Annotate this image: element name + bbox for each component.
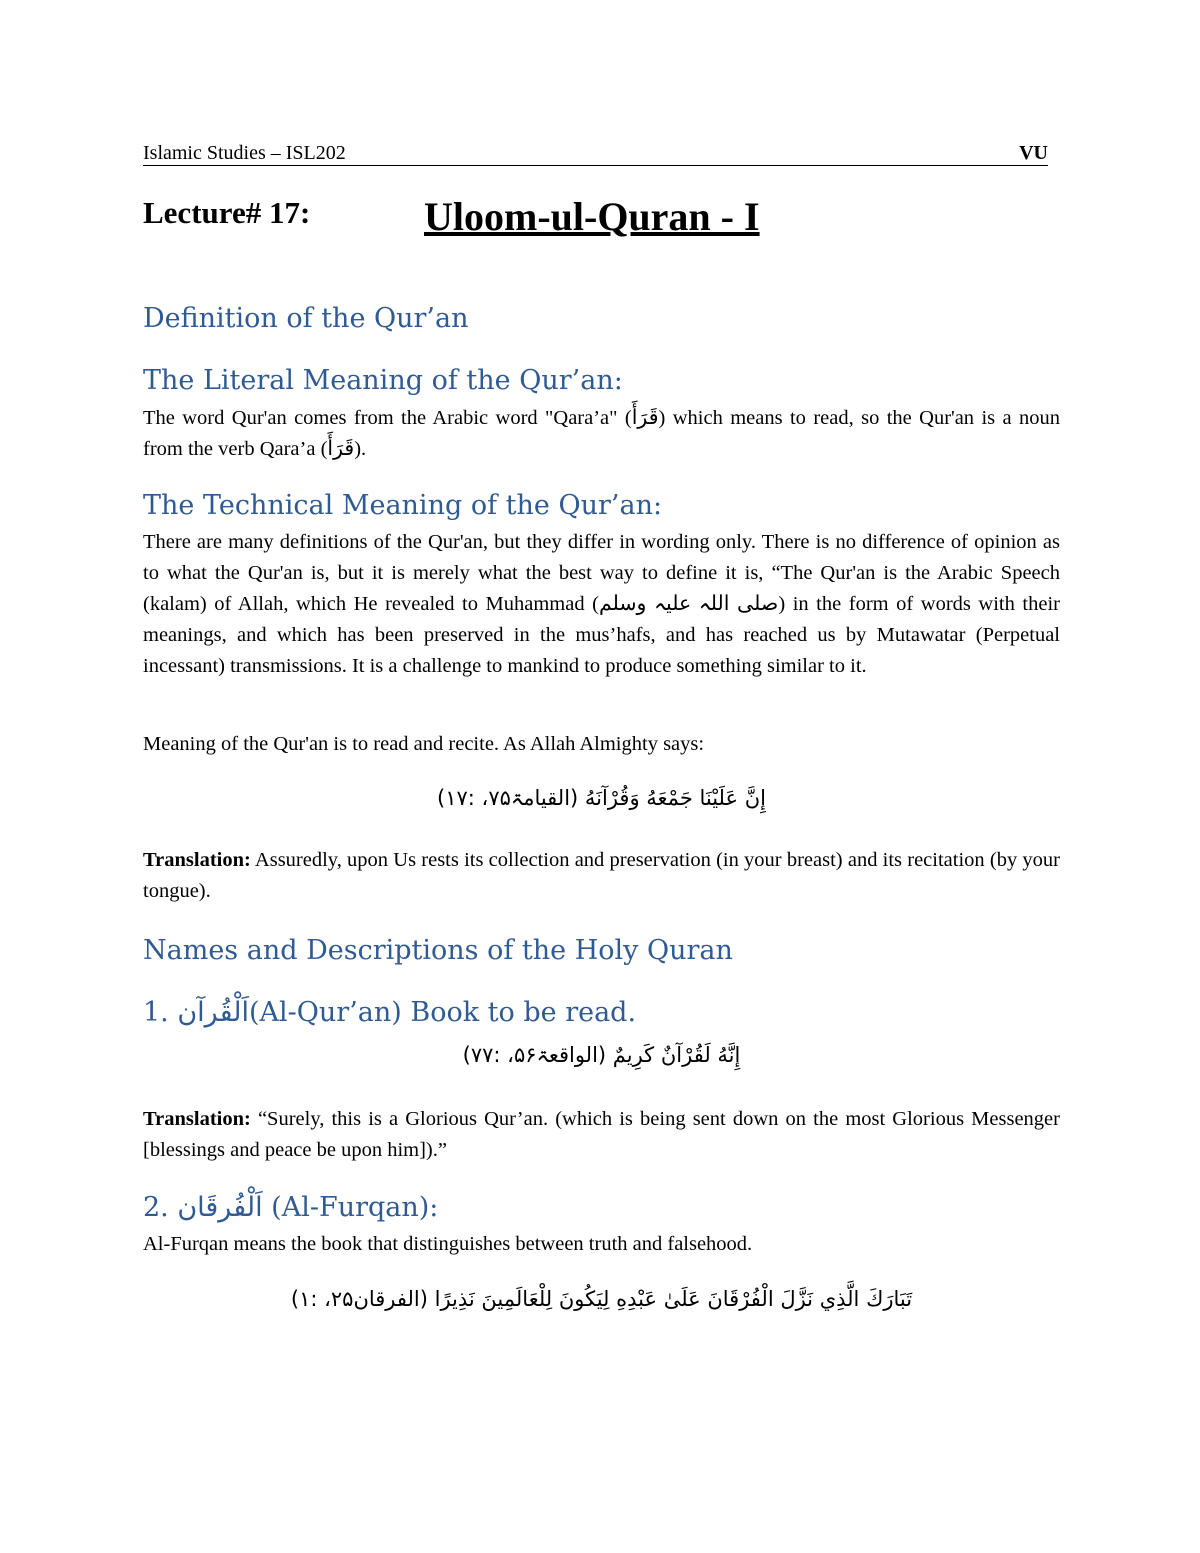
- verse-waqiah: إِنَّهُ لَقُرْآنٌ كَرِيمٌ (الواقعۃ۵۶، :۷۷): [462, 1043, 741, 1067]
- course-title: Islamic Studies – ISL202: [143, 142, 346, 164]
- page-header: [143, 141, 1048, 166]
- verse-furqan: تَبَارَكَ الَّذِي نَزَّلَ الْفُرْقَانَ عَلَىٰ عَبْدِهِ لِيَكُونَ لِلْعَالَمِينَ نَذِيرًا (الفرقان۲۵، :۱): [290, 1287, 913, 1311]
- lecture-title: Uloom-ul-Quran - I: [424, 194, 760, 239]
- literal-meaning-text: The word Qur'an comes from the Arabic word "Qara’a" (قَرَأَ) which means to read, so the Qur'an is a noun from the verb Qara’a (قَرَأَ).: [143, 407, 1060, 460]
- meaning-text: Meaning of the Qur'an is to read and recite. As Allah Almighty says:: [143, 733, 705, 755]
- heading-definition: Definition of the Qur’an: [143, 303, 469, 334]
- al-furqan-text: Al-Furqan means the book that distinguishes between truth and falsehood.: [143, 1233, 753, 1255]
- heading-technical-meaning: The Technical Meaning of the Qur’an:: [143, 490, 663, 521]
- heading-names: Names and Descriptions of the Holy Quran: [143, 935, 733, 966]
- heading-literal-meaning: The Literal Meaning of the Qur’an:: [143, 365, 623, 396]
- translation-qiyamah: [143, 845, 1060, 907]
- translation-text: Assuredly, upon Us rests its collection and preservation (in your breast) and its recitation (by your tongue).: [143, 849, 1060, 902]
- lecture-heading: [143, 194, 760, 239]
- heading-al-furqan: 2. اَلْفُرقَان (Al-Furqan):: [143, 1192, 439, 1223]
- heading-al-quran: 1. اَلْقُرآن(Al-Qur’an) Book to be read.: [143, 997, 637, 1028]
- technical-meaning-text: There are many definitions of the Qur'an, but they differ in wording only. There is no difference of opinion as to what the Qur'an is, but it is merely what the best way to define it is, “The Qur'an is the Arabic Speech (kalam) of Allah, which He revealed to Muhammad (صلی اللہ علیہ وسلم) in the form of words with their meanings, and which has been preserved in the mus’hafs, and has reached us by Mutawatar (Perpetual incessant) transmissions. It is a challenge to mankind to produce something similar to it.: [143, 531, 1060, 677]
- translation-text: “Surely, this is a Glorious Qur’an. (which is being sent down on the most Glorious Messenger [blessings and peace be upon him]).”: [143, 1108, 1060, 1161]
- translation-waqiah: [143, 1104, 1060, 1166]
- lecture-number: Lecture# 17:: [143, 195, 311, 230]
- university-label: VU: [1019, 142, 1048, 164]
- verse-qiyamah: إِنَّ عَلَيْنَا جَمْعَهُ وَقُرْآنَهُ (القیامۃ۷۵، :۱۷): [437, 786, 766, 810]
- translation-label: Translation:: [143, 1108, 251, 1130]
- translation-label: Translation:: [143, 849, 251, 871]
